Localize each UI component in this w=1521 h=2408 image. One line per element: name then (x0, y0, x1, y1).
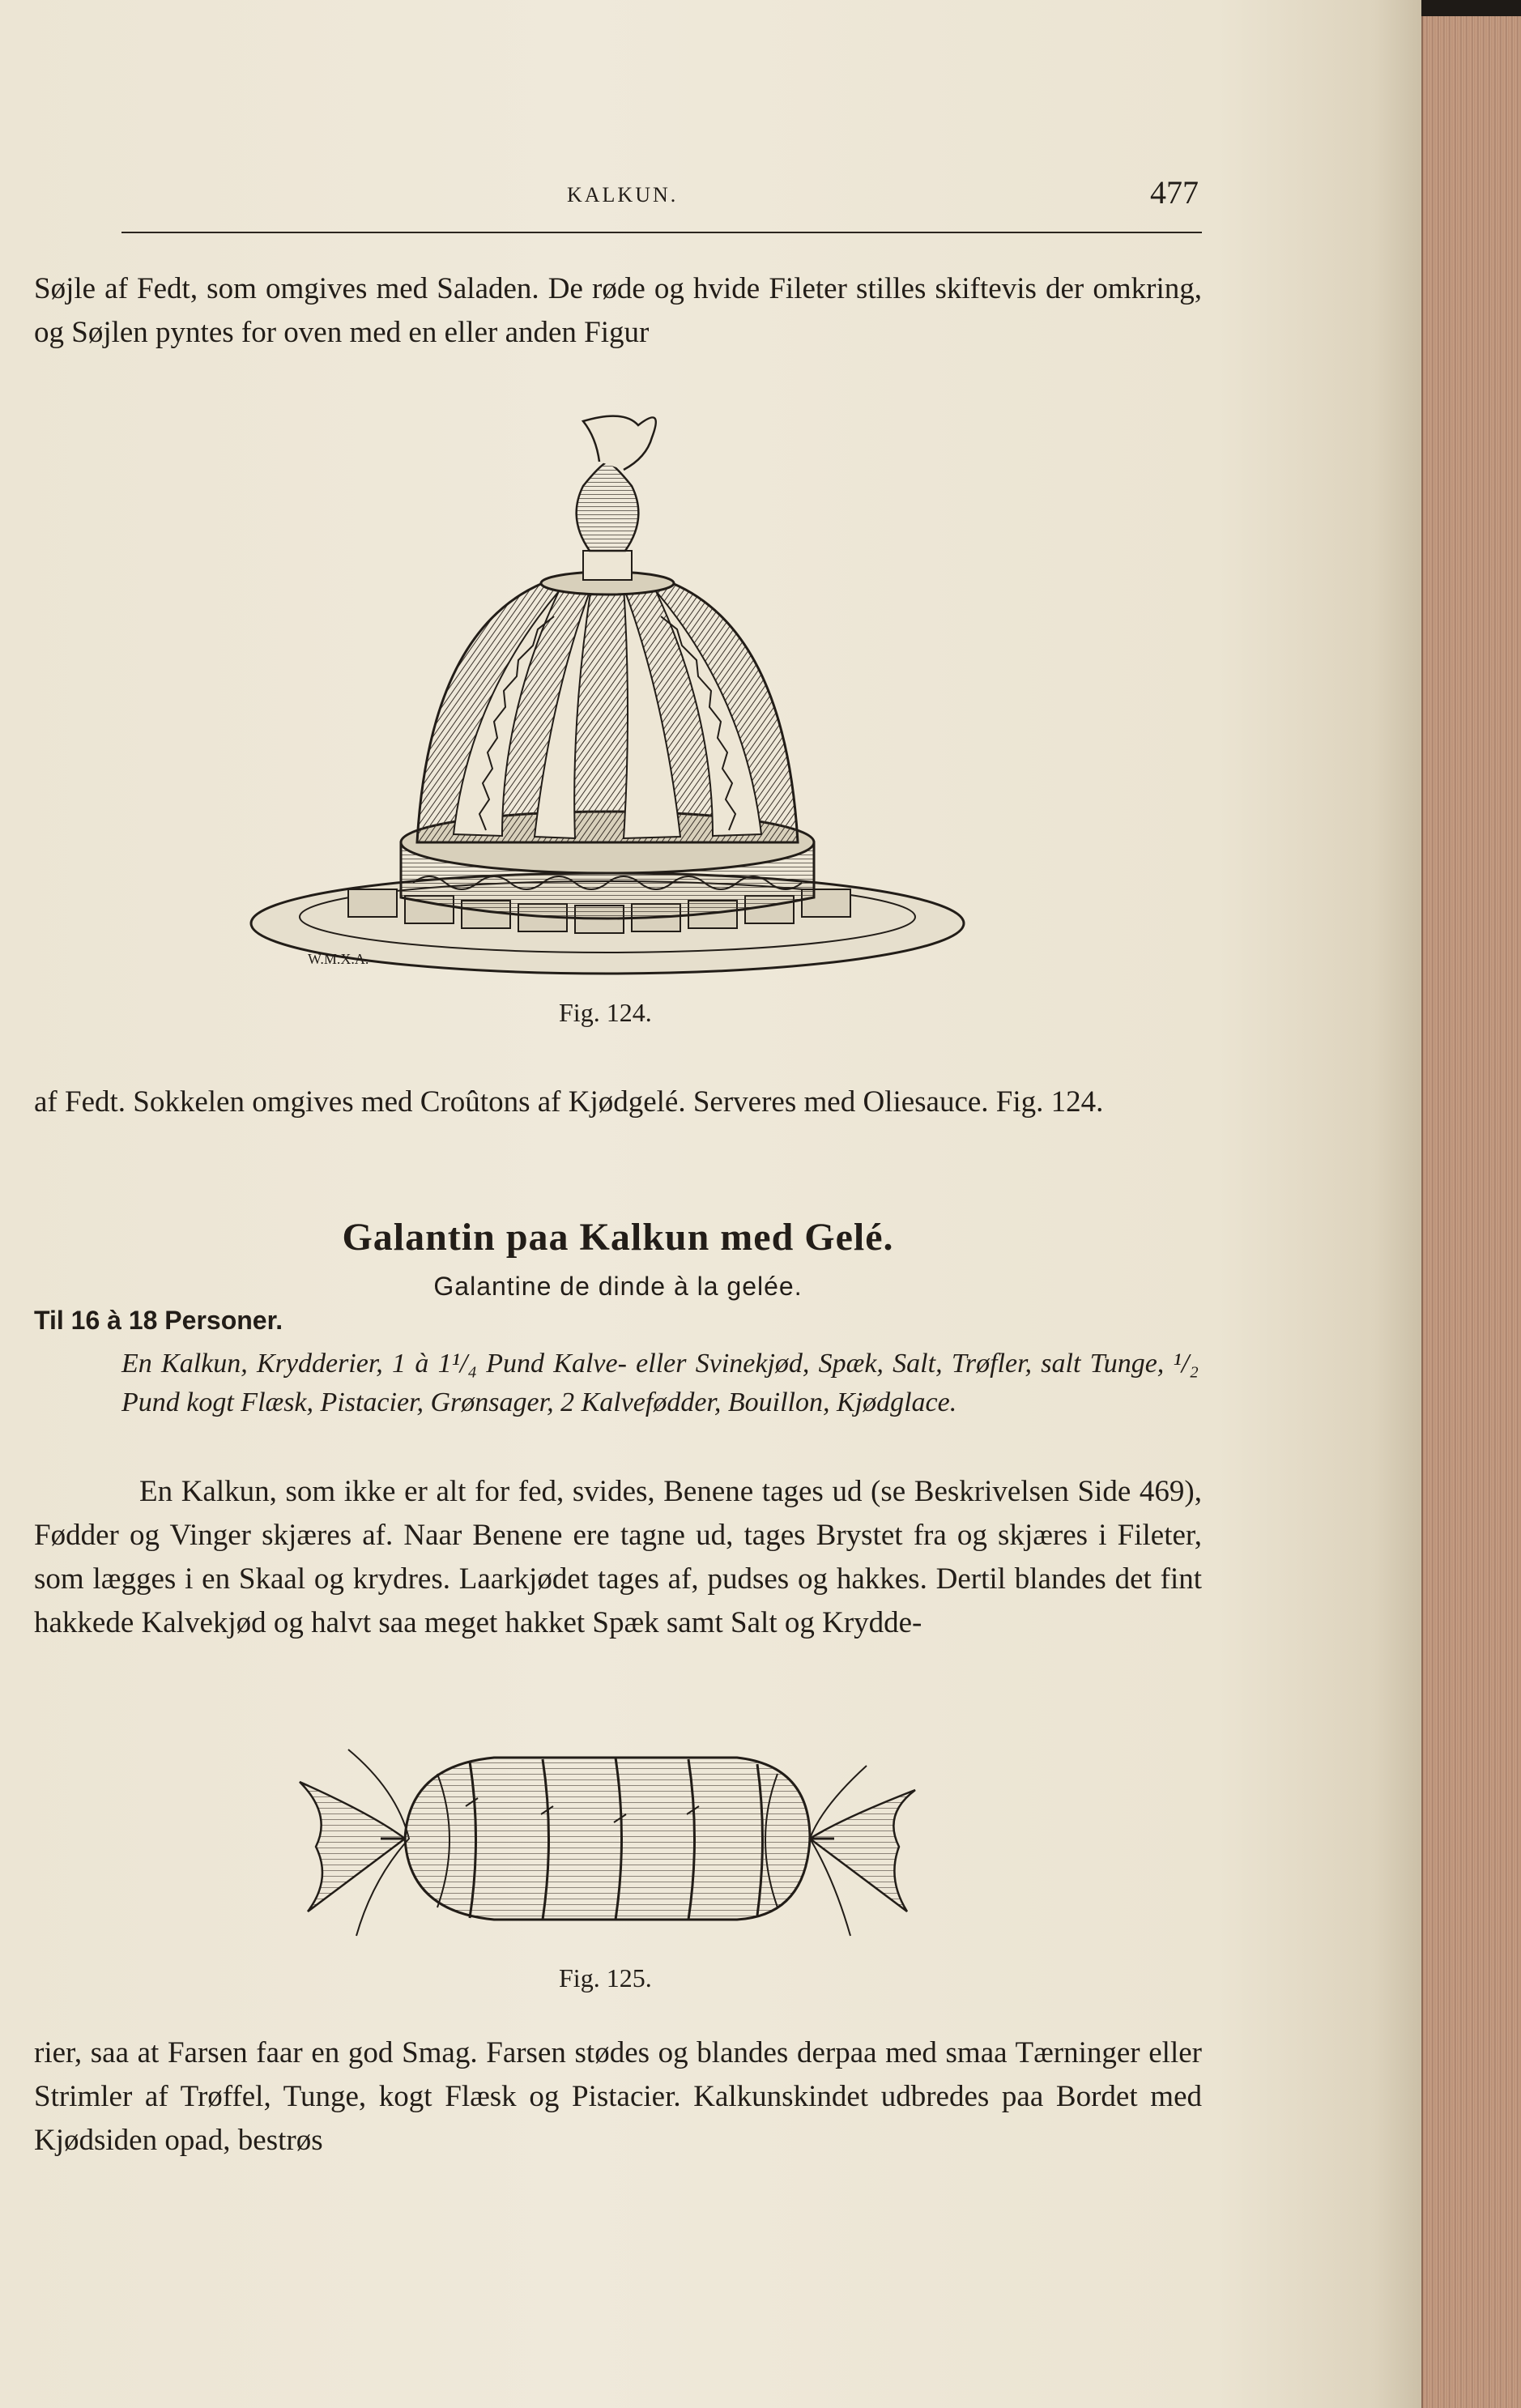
running-head: KALKUN. (567, 183, 679, 207)
page-number: 477 (1150, 174, 1199, 211)
engraver-signature: W.M.X.A. (308, 951, 369, 967)
book-page-edges (1421, 16, 1521, 2408)
figure-124-caption: Fig. 124. (559, 998, 652, 1027)
paragraph-forcemeat: rier, saa at Farsen faar en god Smag. Farsen stødes og blandes derpaa med smaa Tærninger eller Strimler af Trøffel, Tunge, kogt Flæsk og Pistacier. Kalkunskindet udbredes paa Bordet med Kjødsiden opad, bestrøs (34, 2036, 1202, 2157)
paragraph-continuation: Søjle af Fedt, som omgives med Saladen. De røde og hvide Fileter stilles skiftevis der omkring, og Søjlen pyntes for oven med en eller anden Figur (34, 272, 1202, 349)
recipe-ingredients: En Kalkun, Krydderier, 1 à 1¹/₄ Pund Kalve- eller Svinekjød, Spæk, Salt, Trøfler, salt Tunge, ¹/₂ Pund kogt Flæsk, Pistacier, Grønsager, 2 Kalvefødder, Bouillon, Kjødglace. (121, 1349, 1199, 1417)
figure-124-illustration (243, 389, 972, 988)
paragraph-serving: af Fedt. Sokkelen omgives med Croûtons af Kjødgelé. Serveres med Oliesauce. Fig. 124. (34, 1085, 1104, 1119)
header-rule (121, 232, 1202, 233)
figure-125-caption: Fig. 125. (559, 1963, 652, 1992)
paragraph-method: En Kalkun, som ikke er alt for fed, svides, Benene tages ud (se Beskrivelsen Side 469), Fødder og Vinger skjæres af. Naar Benene ere tagne ud, tages Brystet fra og skjæres i Fileter, som lægges i en Skaal og krydres. Laarkjødet tages af, pudses og hakkes. Dertil blandes det fint hakkede Kalvekjød og halvt saa meget hakket Spæk samt Salt og Krydde- (34, 1475, 1202, 1639)
page-header (121, 170, 1199, 219)
figure-125-illustration (283, 1717, 931, 1960)
molded-dish-drawing (243, 389, 972, 988)
spine-shadow (1421, 0, 1521, 18)
rolled-galantine-drawing (283, 1717, 931, 1960)
recipe-subtitle: Galantine de dinde à la gelée. (433, 1272, 803, 1301)
recipe-servings: Til 16 à 18 Personer. (34, 1306, 283, 1335)
recipe-title: Galantin paa Kalkun med Gelé. (342, 1216, 894, 1259)
